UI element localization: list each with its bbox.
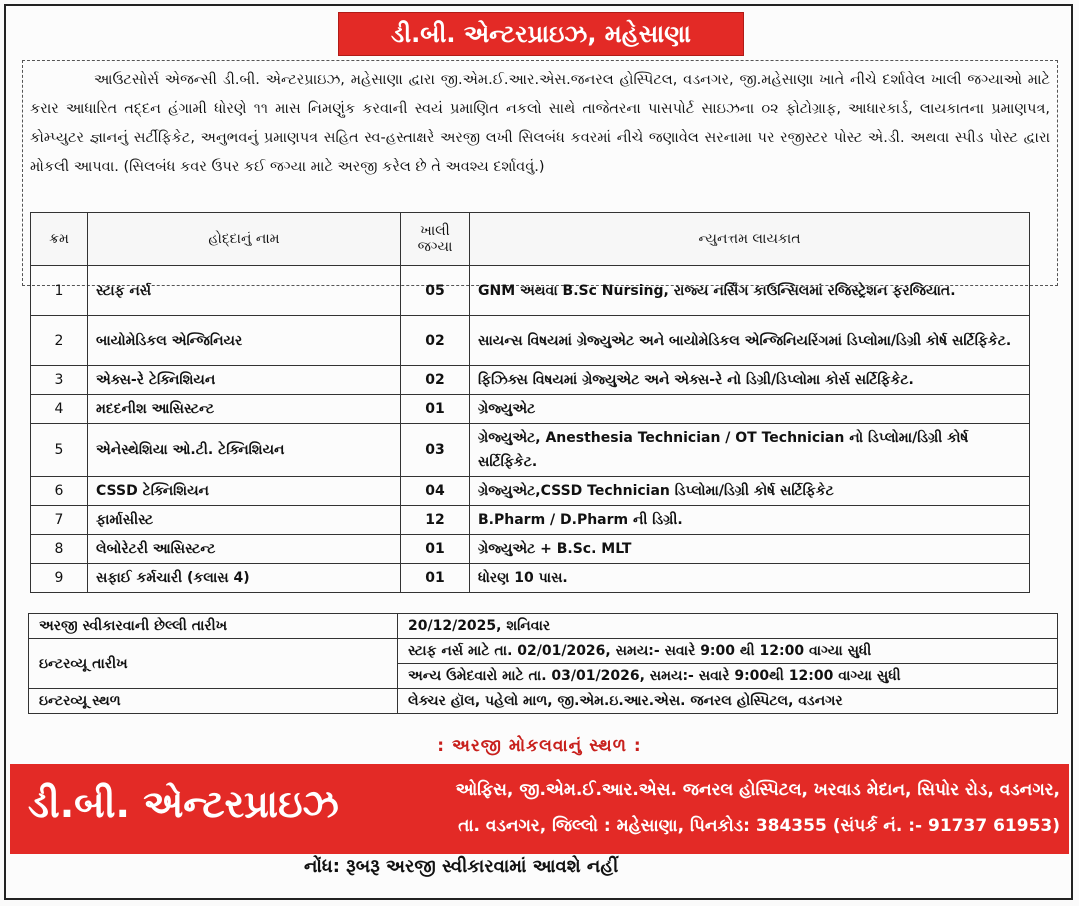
row-qualification: B.Pharm / D.Pharm ની ડિગ્રી.: [470, 506, 1030, 535]
row-vacancy: 01: [401, 564, 470, 593]
dates-table: [28, 613, 1058, 714]
page-title: [338, 12, 744, 56]
row-post: સ્ટાફ નર્સ: [88, 266, 401, 316]
row-vacancy: 02: [401, 366, 470, 395]
last-date-label: અરજી સ્વીકારવાની છેલ્લી તારીખ: [29, 614, 398, 639]
row-vacancy: 01: [401, 535, 470, 564]
row-no: 9: [31, 564, 88, 593]
row-post: CSSD ટેક્નિશિયન: [88, 477, 401, 506]
row-vacancy: 01: [401, 395, 470, 424]
row-vacancy: 04: [401, 477, 470, 506]
row-no: 5: [31, 424, 88, 477]
row-vacancy: 03: [401, 424, 470, 477]
row-no: 1: [31, 266, 88, 316]
row-post: એનેસ્થેશિયા ઓ.ટી. ટેક્નિશિયન: [88, 424, 401, 477]
interview-date-staff-nurse: સ્ટાફ નર્સ માટે તા. 02/01/2026, સમય:- સવારે 9:00 થી 12:00 વાગ્યા સુધી: [398, 639, 1058, 664]
interview-date-others: અન્ય ઉમેદવારો માટે તા. 03/01/2026, સમય:- સવારે 9:00થી 12:00 વાગ્યા સુધી: [398, 664, 1058, 689]
address-block: [370, 772, 1060, 844]
vacancy-table: [30, 212, 1030, 593]
header-no: ક્રમ: [31, 213, 88, 266]
address-line-1: ઓફિસ, જી.એમ.ઈ.આર.એસ. જનરલ હોસ્પિટલ, ખરવાડ મેદાન, સિપોર રોડ, વડનગર,: [455, 780, 1060, 800]
interview-place-label: ઇન્ટરવ્યૂ સ્થળ: [29, 689, 398, 714]
last-date-row: [29, 614, 1058, 639]
row-qualification: ધોરણ 10 પાસ.: [470, 564, 1030, 593]
table-row: [31, 316, 1030, 366]
last-date-value: 20/12/2025, શનિવાર: [398, 614, 1058, 639]
table-header-row: [31, 213, 1030, 266]
header-post: હોદ્દાનું નામ: [88, 213, 401, 266]
row-no: 8: [31, 535, 88, 564]
row-no: 2: [31, 316, 88, 366]
interview-date-label: ઇન્ટરવ્યૂ તારીખ: [29, 639, 398, 689]
address-banner: [10, 764, 1069, 854]
row-qualification: ગ્રેજ્યુએટ: [470, 395, 1030, 424]
table-row: [31, 424, 1030, 477]
row-post: લેબોરેટરી આસિસ્ટન્ટ: [88, 535, 401, 564]
row-post: બાયોમેડિકલ એન્જિનિયર: [88, 316, 401, 366]
row-post: એક્સ-રે ટેક્નિશિયન: [88, 366, 401, 395]
send-location-heading: : અરજી મોકલવાનું સ્થળ :: [437, 736, 642, 756]
row-qualification: ગ્રેજ્યુએટ,CSSD Technician ડિપ્લોમા/ડિગ્રી કોર્ષ સર્ટિફિકેટ: [470, 477, 1030, 506]
interview-place-value: લેક્ચર હૉલ, પહેલો માળ, જી.એમ.ઇ.આર.એસ. જનરલ હોસ્પિટલ, વડનગર: [398, 689, 1058, 714]
table-row: [31, 506, 1030, 535]
table-row: [31, 366, 1030, 395]
row-vacancy: 02: [401, 316, 470, 366]
header-qualification: ન્યુનત્તમ લાયકાત: [470, 213, 1030, 266]
row-post: સફાઈ કર્મચારી (કલાસ 4): [88, 564, 401, 593]
row-qualification: GNM અથવા B.Sc Nursing, રાજ્ય નર્સિંગ કાઉન્સિલમાં રજિસ્ટ્રેશન ફરજિયાત.: [470, 266, 1030, 316]
address-line-2: તા. વડનગર, જિલ્લો : મહેસાણા, પિનકોડ: 384355 (સંપર્ક નં. :- 91737 61953): [458, 816, 1060, 836]
row-no: 6: [31, 477, 88, 506]
row-qualification: ગ્રેજ્યુએટ, Anesthesia Technician / OT Technician નો ડિપ્લોમા/ડિગ્રી કોર્ષ સર્ટિફિકેટ.: [470, 424, 1030, 477]
table-row: [31, 535, 1030, 564]
row-post: ફાર્માસીસ્ટ: [88, 506, 401, 535]
interview-date-row: [29, 639, 1058, 664]
table-row: [31, 477, 1030, 506]
table-row: [31, 564, 1030, 593]
row-qualification: ગ્રેજ્યુએટ + B.Sc. MLT: [470, 535, 1030, 564]
row-post: મદદનીશ આસિસ્ટન્ટ: [88, 395, 401, 424]
header-vacancy: ખાલી જગ્યા: [401, 213, 470, 266]
page-title-text: ડી.બી. એન્ટરપ્રાઇઝ, મહેસાણા: [391, 20, 691, 48]
row-qualification: ફિઝિક્સ વિષયમાં ગ્રેજ્યુએટ અને એક્સ-રે નો ડિગ્રી/ડિપ્લોમા કોર્સ સર્ટિફિકેટ.: [470, 366, 1030, 395]
row-no: 3: [31, 366, 88, 395]
intro-paragraph: આઉટસોર્સ એજન્સી ડી.બી. એન્ટરપ્રાઇઝ, મહેસાણા દ્વારા જી.એમ.ઈ.આર.એસ.જનરલ હોસ્પિટલ, વડનગર, જી.મહેસાણા ખાતે નીચે દર્શાવેલ ખાલી જગ્યાઓ માટે કરાર આધારિત તદ્દન હંગામી ધોરણે ૧૧ માસ નિમણુંક કરવાની સ્વયં પ્રમાણિત નકલો સાથે તાજેતરના પાસપોર્ટ સાઇઝના ૦૨ ફોટોગ્રાફ, આધારકાર્ડ, લાયકાતના પ્રમાણપત્ર, કોમ્પ્યુટર જ્ઞાનનું સર્ટીફિકેટ, અનુભવનું પ્રમાણપત્ર સહિત સ્વ-હસ્તાક્ષરે અરજી લખી સિલબંધ કવરમાં નીચે જણાવેલ સરનામા પર રજીસ્ટર પોસ્ટ એ.ડી. અથવા સ્પીડ પોસ્ટ દ્વારા મોકલી આપવા. (સિલબંધ કવર ઉપર કઈ જગ્યા માટે અરજી કરેલ છે તે અવશ્ય દર્શાવવું.): [30, 72, 1050, 175]
row-vacancy: 12: [401, 506, 470, 535]
table-row: [31, 266, 1030, 316]
footer-note: નોંધ: રૂબરૂ અરજી સ્વીકારવામાં આવશે નહીં: [304, 856, 619, 877]
row-vacancy: 05: [401, 266, 470, 316]
row-no: 7: [31, 506, 88, 535]
row-qualification: સાયન્સ વિષયમાં ગ્રેજ્યુએટ અને બાયોમેડિકલ એન્જિનિયરિંગમાં ડિપ્લોમા/ડિગ્રી કોર્ષ સર્ટિફિકેટ.: [470, 316, 1030, 366]
table-row: [31, 395, 1030, 424]
agency-name: ડી.બી. એન્ટરપ્રાઇઝ: [28, 782, 339, 826]
row-no: 4: [31, 395, 88, 424]
interview-place-row: [29, 689, 1058, 714]
